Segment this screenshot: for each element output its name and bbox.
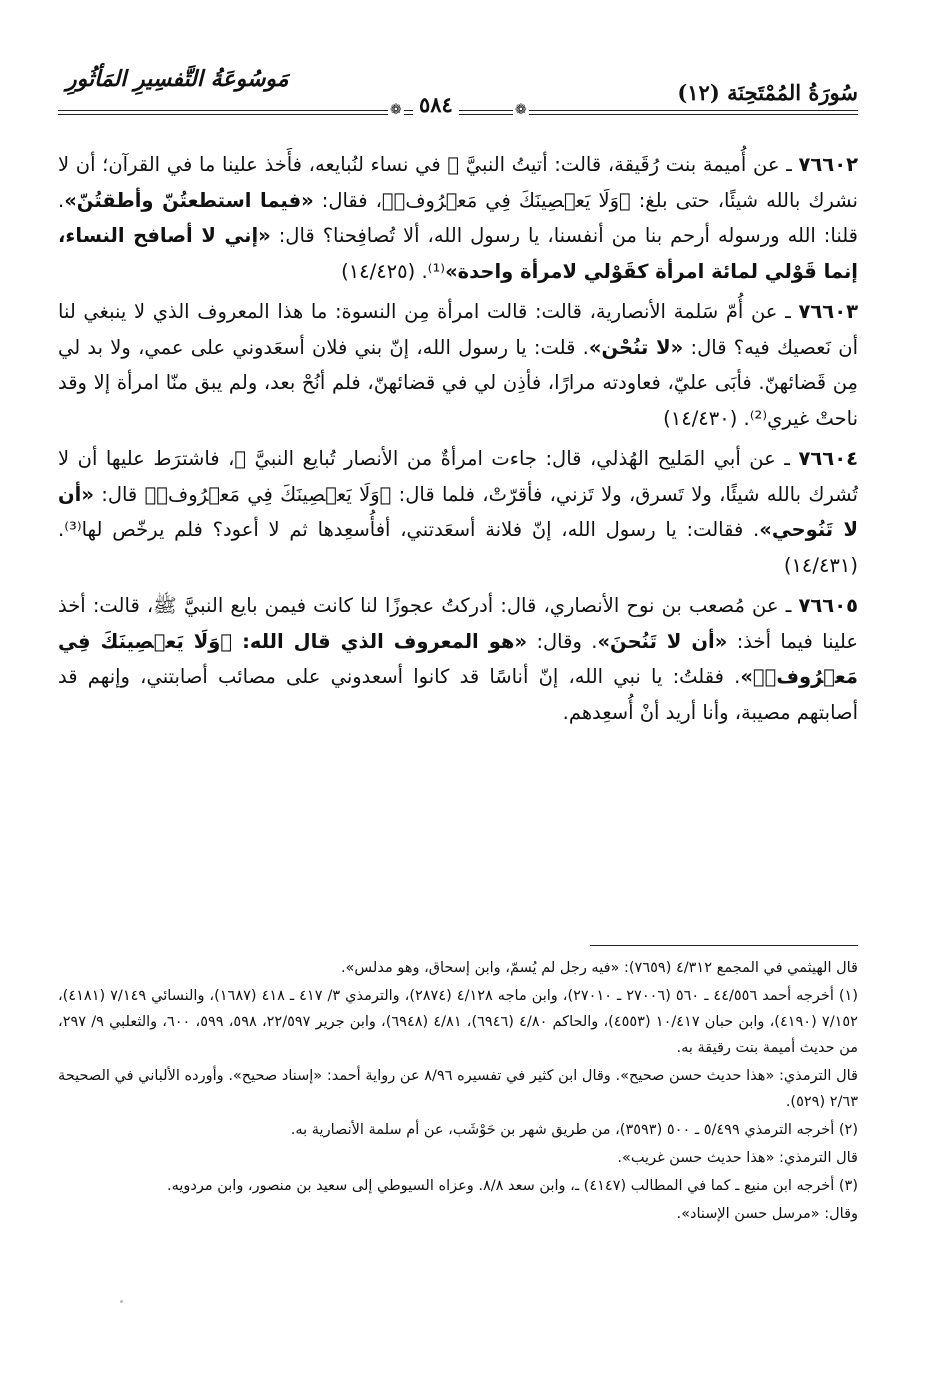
footnote-separator	[590, 945, 858, 946]
bold-quote: «أن لا تَنُوحي»	[58, 482, 858, 541]
paragraph-text: . قلنا: الله ورسوله أرحم بنا من أنفسنا، يا رسول الله، ألا تُصافِحنا؟ قال:	[58, 188, 858, 247]
footnote: (٣) أخرجه ابن منيع ـ كما في المطالب (٤١٤٧) ـ، وابن سعد ٨/٨. وعزاه السيوطي إلى سعيد بن منصور، وابن مردويه.	[166, 1178, 858, 1194]
ornament-icon: ❁	[390, 102, 402, 118]
footnotes	[58, 955, 858, 1229]
main-text	[58, 147, 858, 735]
paragraph-text: . فقالت: يا رسول الله، إنّ فلانة أسعَدتني، أفأُسعِدها ثم لا أعود؟ فلم يرخّص لها⁽³⁾. (١٤/٤٣١)	[58, 518, 858, 577]
hadith-number: ٧٦٦٠٥	[798, 594, 858, 617]
bold-quote: «فيما استطعتُنّ وأطقتُنّ»	[64, 188, 314, 212]
paragraph-text: ـ عن أبي المَليح الهُذلي، قال: جاءت امرأةٌ من الأنصار تُبايع النبيَّ ﷺ، فاشترَط عليها أن لا تُشرك بالله شيئًا، ولا تَسرق، ولا تَزني، فأقرّتْ، فلما قال: ﴿وَلَا يَعۡصِينَكَ فِي مَعۡرُوفٖ﴾ قال:	[58, 447, 858, 506]
scan-speck	[120, 1300, 123, 1303]
bold-quote: «أن لا تَنُحنَ»	[597, 629, 728, 653]
ornament-icon: ❁	[515, 102, 527, 118]
bold-quote: «إني لا أصافح النساء، إنما قَوْلي لمائة امرأة كقَوْلي لامرأة واحدة»	[58, 224, 858, 283]
paragraph-text: . فقلتُ: يا نبي الله، إنّ أناسًا قد كانوا أسعدوني على مصائب أصابتني، وإنهم قد أصابتهم مصيبة، وأنا أريد أنْ أُسعِدهم.	[58, 665, 858, 724]
hadith-paragraph	[58, 441, 858, 583]
page-header	[58, 62, 858, 118]
paragraph-text: ـ عن مُصعب بن نوح الأنصاري، قال: أدركتُ عجوزًا لنا كانت فيمن بايع النبيَّ ﷺ، قالت: أخذ علينا فيما أخذ:	[58, 594, 858, 653]
footnote: وقال: «مرسل حسن الإسناد».	[676, 1206, 858, 1222]
hadith-paragraph	[58, 588, 858, 730]
bold-quote: «هو المعروف الذي قال الله: ﴿وَلَا يَعۡصِينَكَ فِي مَعۡرُوفٖ﴾»	[58, 629, 858, 688]
hadith-number: ٧٦٦٠٢	[798, 153, 858, 176]
footnote: قال الترمذي: «هذا حديث حسن غريب».	[617, 1150, 858, 1166]
page	[58, 62, 859, 1222]
paragraph-text: ـ عن أُمّ سَلمة الأنصارية، قالت: قالت امرأة مِن النسوة: ما هذا المعروف الذي لا ينبغي لنا أن نَعصيك فيه؟ قال:	[58, 300, 859, 359]
hadith-number: ٧٦٦٠٤	[798, 447, 858, 470]
surah-title: سُورَةُ المُمْتَحِنَة (١٢)	[677, 80, 858, 105]
hadith-number: ٧٦٦٠٣	[798, 300, 858, 323]
paragraph-text: . وقال:	[527, 629, 598, 653]
bold-quote: «لا تنُحْن»	[588, 335, 684, 359]
paragraph-text: . قلت: يا رسول الله، إنّ بني فلان أسعَدوني على عمي، ولا بد لي مِن قَضائهنّ. فأبَى عليّ، فعاودته مرارًا، فأذِن لي في قضائهنّ، فلم أنُحْ بعد، ولم يبق منّا امرأة إلا وقد ناحتْ غيري⁽²⁾. (١٤/٤٣٠)	[58, 335, 858, 430]
footnote: (٢) أخرجه الترمذي ٥/٤٩٩ ـ ٥٠٠ (٣٥٩٣)، من طريق شهر بن حَوْشَب، عن أم سلمة الأنصارية به.	[290, 1122, 858, 1138]
hadith-paragraph	[58, 147, 858, 289]
footnote: قال الترمذي: «هذا حديث حسن صحيح». وقال ابن كثير في تفسيره ٨/٩٦ عن رواية أحمد: «إسناد صحيح». وأورده الألباني في الصحيحة ٢/٦٣ (٥٢٩).	[58, 1068, 858, 1110]
hadith-paragraph	[58, 294, 858, 436]
footnote: قال الهيثمي في المجمع ٤/٣١٢ (٧٦٥٩): «فيه رجل لم يُسمّ، وابن إسحاق، وهو مدلس».	[340, 960, 858, 976]
book-title: مَوسُوعَةُ التَّفسِيرِ المَأثُورِ	[66, 66, 289, 92]
page-number: ٥٨٤	[413, 92, 459, 117]
footnote: (١) أخرجه أحمد ٤٤/٥٥٦ ـ ٥٦٠ (٢٧٠٠٦ ـ ٢٧٠١٠)، وابن ماجه ٤/١٢٨ (٢٨٧٤)، والترمذي ٣/ ٤١٧ ـ ٤١٨ (١٦٨٧)، والنسائي ٧/١٤٩ (٤١٨١)، ٧/١٥٢ (٤١٩٠)، وابن حبان ١٠/٤١٧ (٤٥٥٣)، والحاكم ٤/٨٠ (٦٩٤٦)، ٤/٨١ (٦٩٤٨)، وابن جرير ٢٢/٥٩٧، ٥٩٨، ٥٩٩، ٦٠٠، والثعلبي ٩/ ٢٩٧، من حديث أميمة بنت رقيقة به.	[58, 988, 858, 1056]
paragraph-text: ⁽¹⁾. (١٤/٤٢٥)	[341, 259, 446, 283]
paragraph-text: ـ عن أُميمة بنت رُقَيقة، قالت: أتيتُ النبيَّ ﷺ في نساء لنُبايعه، فأَخذ علينا ما في القرآن؛ أن لا نشرك بالله شيئًا، حتى بلغ: ﴿وَلَا يَعۡصِينَكَ فِي مَعۡرُوفٖ﴾، فقال:	[58, 153, 858, 212]
